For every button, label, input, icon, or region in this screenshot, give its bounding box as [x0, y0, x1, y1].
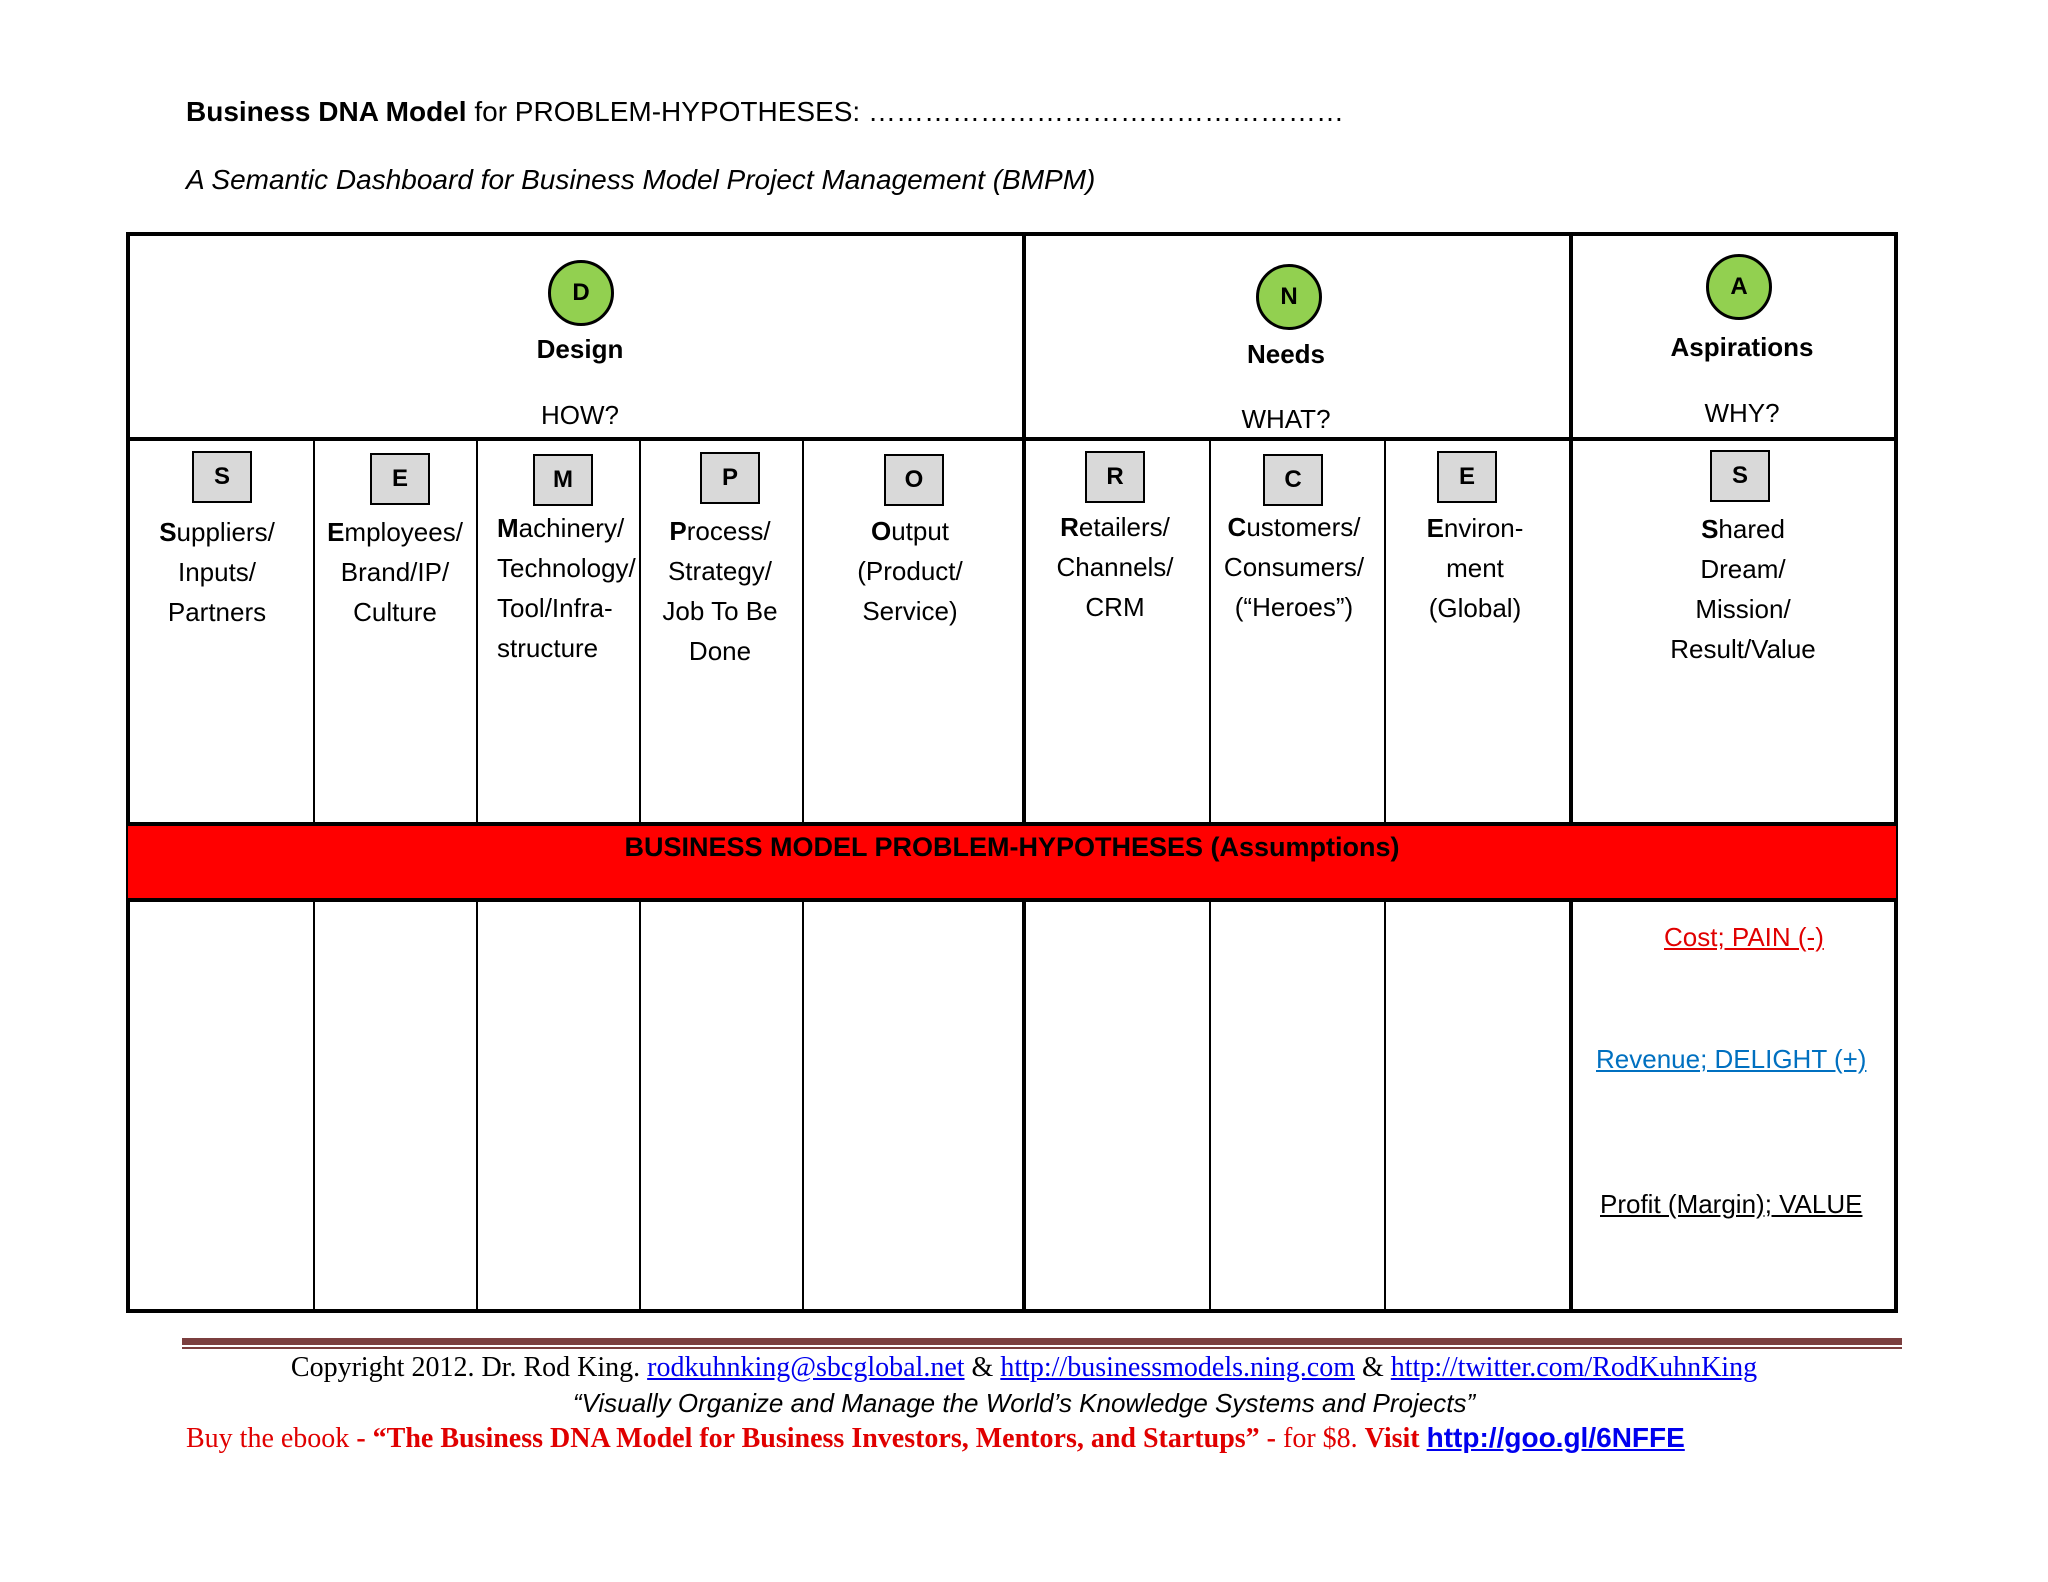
- needs-question: WHAT?: [1241, 404, 1331, 434]
- design-title: Design: [536, 334, 624, 364]
- col-label-employees: Employees/ Brand/IP/ Culture: [327, 517, 463, 627]
- aspirations-badge: A: [1706, 254, 1772, 320]
- table-bottom-border: [126, 1309, 1898, 1313]
- header-row-divider: [126, 437, 1898, 441]
- design-question: HOW?: [541, 400, 619, 430]
- col-divider: [313, 902, 315, 1309]
- col-box-output: O: [884, 454, 944, 506]
- title-rest: for PROBLEM-HYPOTHESES: ……………………………………………: [466, 96, 1344, 127]
- footer-rule-thin: [182, 1347, 1902, 1349]
- col-box-suppliers: S: [192, 451, 252, 503]
- section-divider-needs-aspirations: [1569, 232, 1573, 1313]
- col-box-machinery: M: [533, 454, 593, 506]
- col-divider: [476, 902, 478, 1309]
- col-label-suppliers: Suppliers/ Inputs/ Partners: [159, 517, 275, 627]
- col-box-retailers: R: [1085, 451, 1145, 503]
- section-divider-design-needs: [1022, 232, 1026, 1313]
- col-divider: [1384, 902, 1386, 1309]
- col-divider: [639, 902, 641, 1309]
- col-label-machinery: Machinery/ Technology/ Tool/Infra- structure: [497, 513, 636, 663]
- tagline-quote: “Visually Organize and Manage the World’s Knowledge Systems and Projects”: [572, 1388, 1476, 1418]
- document-title: [186, 96, 1344, 128]
- buy-ebook-line: Buy the ebook - “The Business DNA Model for Business Investors, Mentors, and Startups” - for $8. Visit http://goo.gl/6NFFE: [186, 1422, 1685, 1454]
- cost-pain-label: Cost; PAIN (-): [1664, 922, 1824, 952]
- site-link[interactable]: http://businessmodels.ning.com: [1000, 1352, 1355, 1383]
- banner-text: BUSINESS MODEL PROBLEM-HYPOTHESES (Assumptions): [624, 832, 1400, 862]
- needs-title: Needs: [1246, 339, 1326, 369]
- copyright-text: Copyright 2012. Dr. Rod King.: [290, 1352, 648, 1383]
- twitter-link[interactable]: http://twitter.com/RodKuhnKing: [1390, 1352, 1758, 1383]
- copyright-line: Copyright 2012. Dr. Rod King. rodkuhnking@sbcglobal.net & http://businessmodels.ning.com & http://twitter.com/RodKuhnKing: [290, 1352, 1758, 1383]
- aspirations-title: Aspirations: [1670, 332, 1814, 362]
- col-divider: [802, 902, 804, 1309]
- col-divider: [1209, 441, 1211, 822]
- title-bold: Business DNA Model: [186, 96, 467, 127]
- col-box-shared: S: [1710, 450, 1770, 502]
- col-divider: [1209, 902, 1211, 1309]
- col-box-customers: C: [1263, 454, 1323, 506]
- aspirations-question: WHY?: [1704, 398, 1780, 428]
- needs-badge: N: [1256, 264, 1322, 330]
- table-top-border: [126, 232, 1898, 236]
- document-subtitle: A Semantic Dashboard for Business Model Project Management (BMPM): [186, 164, 1096, 195]
- col-label-process: Process/ Strategy/ Job To Be Done: [662, 516, 778, 666]
- col-label-shared: Shared Dream/ Mission/ Result/Value: [1670, 514, 1816, 664]
- col-label-retailers: Retailers/ Channels/ CRM: [1056, 512, 1174, 622]
- col-label-customers: Customers/ Consumers/ (“Heroes”): [1223, 512, 1365, 622]
- table-left-border: [126, 232, 130, 1313]
- design-badge: D: [548, 260, 614, 326]
- col-label-environment: Environ- ment (Global): [1426, 513, 1524, 623]
- ebook-link[interactable]: http://goo.gl/6NFFE: [1426, 1422, 1685, 1453]
- hypotheses-banner: [128, 822, 1896, 902]
- ebook-title: - “The Business DNA Model for Business Investors, Mentors, and Startups” -: [356, 1423, 1276, 1454]
- col-box-process: P: [700, 452, 760, 504]
- table-right-border: [1894, 232, 1898, 1313]
- col-box-environment: E: [1437, 451, 1497, 503]
- footer-rule: [182, 1338, 1902, 1345]
- revenue-delight-label: Revenue; DELIGHT (+): [1596, 1044, 1867, 1074]
- col-divider: [1384, 441, 1386, 822]
- email-link[interactable]: rodkuhnking@sbcglobal.net: [647, 1352, 965, 1383]
- col-box-employees: E: [370, 453, 430, 505]
- col-label-output: Output (Product/ Service): [857, 516, 963, 626]
- profit-value-label: Profit (Margin); VALUE: [1600, 1189, 1863, 1219]
